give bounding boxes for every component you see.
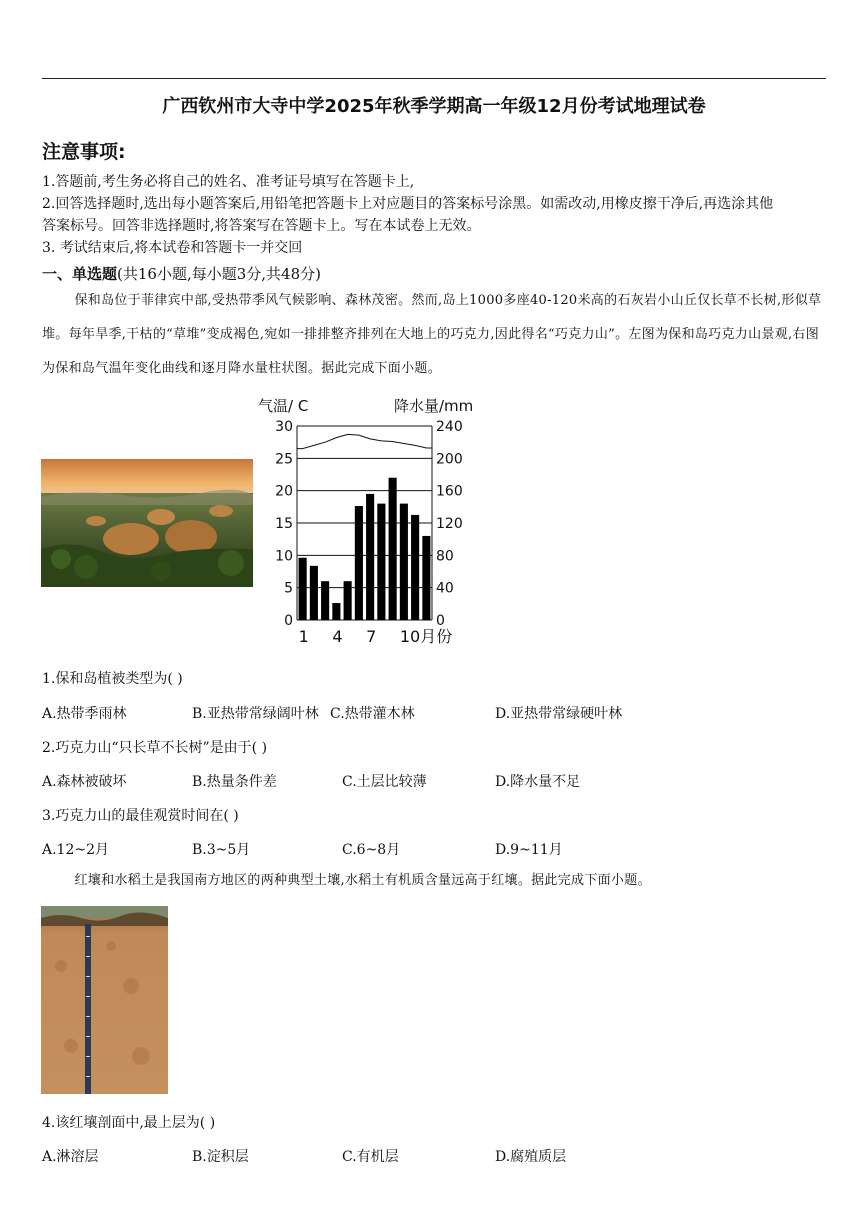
precipitation-bar [411, 515, 419, 620]
x-tick-label: 1 [298, 627, 309, 646]
precipitation-bar [321, 581, 329, 620]
question-3-stem: 3.巧克力山的最佳观赏时间在( ) [42, 808, 239, 824]
q3-option-a[interactable]: A.12~2月 [42, 842, 110, 858]
q1-option-b[interactable]: B.亚热带常绿阔叶林 [192, 706, 319, 722]
section-label: 一、单选题 [42, 265, 118, 283]
q3-option-d[interactable]: D.9~11月 [495, 842, 563, 858]
left-tick-label: 0 [284, 613, 293, 629]
x-tick-label: 7 [366, 627, 377, 646]
left-tick-label: 25 [275, 451, 293, 468]
right-tick-label: 200 [436, 451, 463, 468]
right-tick-label: 160 [436, 483, 463, 500]
precipitation-bar [355, 506, 363, 620]
precipitation-bar [377, 504, 385, 620]
left-tick-label: 15 [275, 516, 293, 532]
right-axis-label: 降水量/mm [394, 397, 474, 415]
precipitation-bar [422, 536, 430, 620]
precipitation-bar [299, 558, 307, 620]
q2-option-b[interactable]: B.热量条件差 [192, 774, 277, 790]
right-tick-label: 40 [436, 580, 454, 597]
left-tick-label: 30 [275, 419, 293, 435]
notice-heading: 注意事项: [42, 141, 126, 163]
climate-chart [252, 393, 492, 648]
precipitation-bar [389, 478, 397, 620]
q2-option-d[interactable]: D.降水量不足 [495, 774, 581, 790]
section-heading [42, 263, 321, 284]
right-tick-label: 240 [436, 419, 463, 435]
left-tick-label: 5 [284, 580, 293, 597]
x-tick-label: 10月份 [399, 627, 453, 646]
left-tick-label: 10 [275, 548, 293, 565]
precipitation-bar [332, 603, 340, 620]
question-1-stem: 1.保和岛植被类型为( ) [42, 671, 183, 687]
temperature-line [297, 434, 432, 448]
passage-1: 保和岛位于菲律宾中部,受热带季风气候影响、森林茂密。然而,岛上1000多座40-120米高的石灰岩小山丘仅长草不长树,形似草堆。每年旱季,干枯的“草堆”变成褐色,宛如一排排整齐排列在大地上的巧克力,因此得名“巧克力山”。左图为保和岛巧克力山景观,右图为保和岛气温年变化曲线和逐月降水量柱状图。据此完成下面小题。 [42, 293, 822, 376]
chocolate-hills-photo [41, 459, 253, 587]
question-4-stem: 4.该红壤剖面中,最上层为( ) [42, 1115, 216, 1131]
section-detail: (共16小题,每小题3分,共48分) [117, 265, 321, 283]
right-tick-label: 120 [436, 516, 463, 532]
q4-option-d[interactable]: D.腐殖质层 [495, 1149, 567, 1165]
q2-option-c[interactable]: C.土层比较薄 [342, 774, 427, 790]
q2-option-a[interactable]: A.森林被破坏 [42, 774, 127, 790]
notice-line-1: 1.答题前,考生务必将自己的姓名、准考证号填写在答题卡上, [42, 174, 415, 190]
passage-2: 红壤和水稻土是我国南方地区的两种典型土壤,水稻土有机质含量远高于红壤。据此完成下面小题。 [74, 873, 651, 888]
red-soil-profile-photo [41, 906, 168, 1094]
right-tick-label: 0 [436, 613, 445, 629]
precipitation-bar [344, 581, 352, 620]
x-tick-label: 4 [332, 627, 343, 646]
q4-option-a[interactable]: A.淋溶层 [42, 1149, 99, 1165]
notice-line-2: 2.回答选择题时,选出每小题答案后,用铅笔把答题卡上对应题目的答案标号涂黑。如需改动,用橡皮擦干净后,再选涂其他 [42, 196, 774, 212]
question-2-stem: 2.巧克力山“只长草不长树”是由于( ) [42, 740, 268, 756]
left-tick-label: 20 [275, 483, 293, 500]
q1-option-a[interactable]: A.热带季雨林 [42, 706, 127, 722]
q4-option-c[interactable]: C.有机层 [342, 1149, 399, 1165]
q1-option-c[interactable]: C.热带灌木林 [330, 706, 415, 722]
precipitation-bar [310, 566, 318, 620]
q3-option-c[interactable]: C.6~8月 [342, 842, 401, 858]
notice-line-4: 3. 考试结束后,将本试卷和答题卡一并交回 [42, 240, 303, 256]
header-rule [42, 78, 826, 79]
q1-option-d[interactable]: D.亚热带常绿硬叶林 [495, 706, 623, 722]
precipitation-bar [366, 494, 374, 620]
q4-option-b[interactable]: B.淀积层 [192, 1149, 249, 1165]
notice-line-3: 答案标号。回答非选择题时,将答案写在答题卡上。写在本试卷上无效。 [42, 218, 481, 234]
q3-option-b[interactable]: B.3~5月 [192, 842, 251, 858]
exam-title: 广西钦州市大寺中学2025年秋季学期高一年级12月份考试地理试卷 [162, 96, 706, 117]
precipitation-bar [400, 504, 408, 620]
left-axis-label: 气温/ C [258, 397, 309, 415]
right-tick-label: 80 [436, 548, 454, 565]
